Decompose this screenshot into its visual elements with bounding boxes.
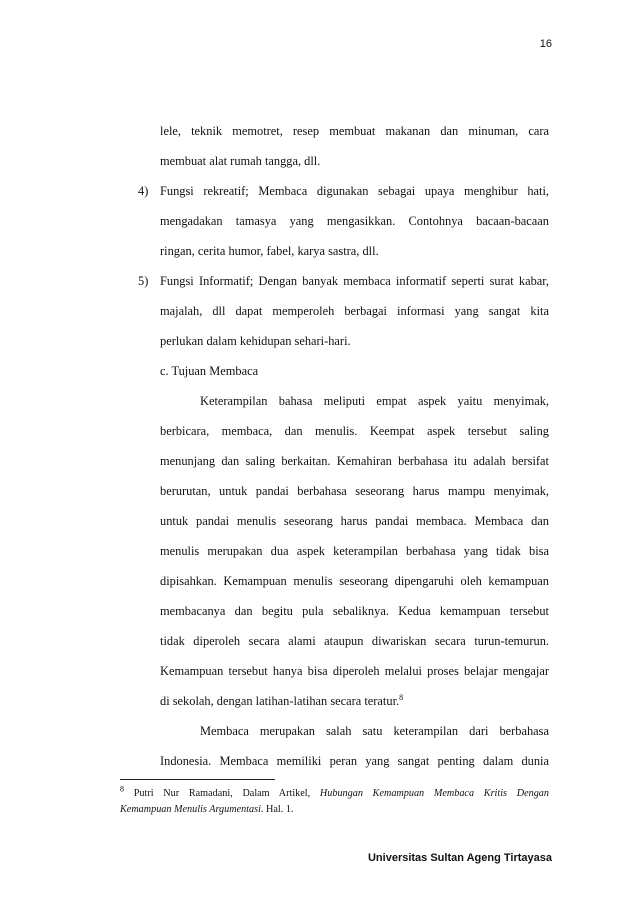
footnote-number: 8 bbox=[120, 784, 124, 794]
body-line: mengadakan tamasya yang mengasikkan. Contohnya bacaan-bacaan bbox=[160, 214, 549, 228]
body-line: menulis merupakan dua aspek keterampilan berbahasa yang tidak bisa bbox=[160, 544, 549, 558]
body-line bbox=[160, 691, 549, 711]
body-line: tidak diperoleh secara alami ataupun diwariskan secara turun-temurun. bbox=[160, 634, 549, 648]
footnote-reference: 8 bbox=[399, 692, 404, 702]
body-text: di sekolah, dengan latihan-latihan secara teratur. bbox=[160, 694, 400, 708]
footer-university: Universitas Sultan Ageng Tirtayasa bbox=[367, 852, 552, 864]
footnote-prefix: Putri Nur Ramadani, Dalam Artikel, bbox=[133, 788, 311, 799]
list-item-5 bbox=[138, 271, 549, 291]
footnote-suffix: . Hal. 1. bbox=[260, 804, 294, 815]
body-line: majalah, dll dapat memperoleh berbagai informasi yang sangat kita bbox=[160, 304, 549, 318]
body-line: menunjang dan saling berkaitan. Kemahiran berbahasa itu adalah bersifat bbox=[160, 454, 549, 468]
list-text: Fungsi Informatif; Dengan banyak membaca informatif seperti surat kabar, bbox=[160, 274, 549, 288]
body-line: berbicara, membaca, dan menulis. Keempat aspek tersebut saling bbox=[160, 424, 549, 438]
footnote-title: Kemampuan Menulis Argumentasi bbox=[120, 804, 261, 815]
footnote-title: Hubungan Kemampuan Membaca Kritis Dengan bbox=[319, 788, 549, 799]
body-line: Membaca merupakan salah satu keterampilan dari berbahasa bbox=[200, 724, 549, 738]
page-number: 16 bbox=[539, 38, 552, 50]
body-line: dipisahkan. Kemampuan menulis seseorang dipengaruhi oleh kemampuan bbox=[160, 574, 549, 588]
list-number: 4) bbox=[138, 184, 149, 198]
body-line: lele, teknik memotret, resep membuat makanan dan minuman, cara bbox=[160, 124, 549, 138]
footnote-line-1 bbox=[120, 786, 549, 802]
list-text: Fungsi rekreatif; Membaca digunakan sebagai upaya menghibur hati, bbox=[160, 184, 549, 198]
body-line: membuat alat rumah tangga, dll. bbox=[160, 154, 321, 168]
body-line: untuk pandai menulis seseorang harus pandai membaca. Membaca dan bbox=[160, 514, 549, 528]
footnote-line-2 bbox=[120, 802, 549, 818]
body-line: Indonesia. Membaca memiliki peran yang sangat penting dalam dunia bbox=[160, 754, 549, 768]
list-item-4 bbox=[138, 181, 549, 201]
body-line: Keterampilan bahasa meliputi empat aspek yaitu menyimak, bbox=[200, 394, 549, 408]
body-line: perlukan dalam kehidupan sehari-hari. bbox=[160, 334, 351, 348]
body-line: berurutan, untuk pandai berbahasa seseorang harus mampu menyimak, bbox=[160, 484, 549, 498]
footnote-separator bbox=[120, 779, 275, 780]
section-heading: c. Tujuan Membaca bbox=[160, 364, 259, 378]
body-line: membacanya dan begitu pula sebaliknya. Kedua kemampuan tersebut bbox=[160, 604, 549, 618]
list-number: 5) bbox=[138, 274, 149, 288]
body-line: ringan, cerita humor, fabel, karya sastra, dll. bbox=[160, 244, 379, 258]
body-line: Kemampuan tersebut hanya bisa diperoleh melalui proses belajar mengajar bbox=[160, 664, 549, 678]
